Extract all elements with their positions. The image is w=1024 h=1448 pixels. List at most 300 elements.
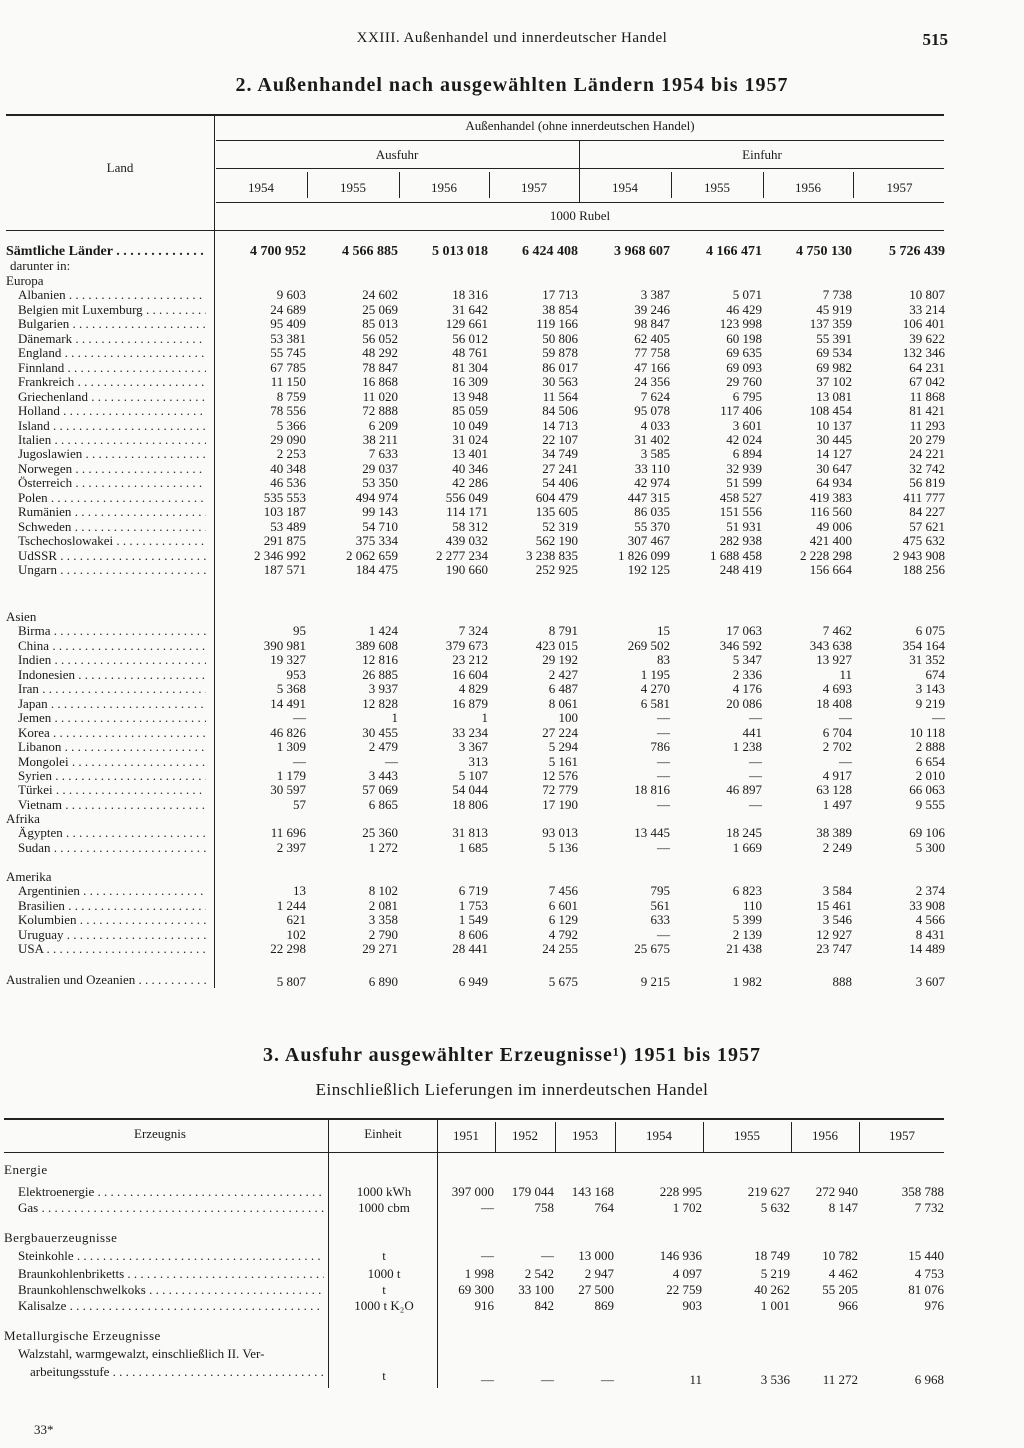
table3-cell: 81 076 bbox=[908, 1282, 944, 1297]
table3-unit-cell: 1000 t K₂O bbox=[354, 1298, 414, 1313]
table2-cell: 3 937 bbox=[368, 681, 398, 696]
table3-cell: 15 440 bbox=[908, 1248, 944, 1263]
table3-cell: 1 998 bbox=[464, 1266, 494, 1281]
table2-year-divider bbox=[763, 172, 764, 198]
table3-cell: 5 219 bbox=[760, 1266, 790, 1281]
table2-cell: 33 234 bbox=[452, 725, 488, 740]
table3-year-header: 1956 bbox=[812, 1128, 838, 1143]
table3-row-label: Kalisalze . . . bbox=[18, 1298, 324, 1314]
table2-cell: 2 249 bbox=[822, 840, 852, 855]
table2-cell: 21 438 bbox=[726, 941, 762, 956]
table3-cell: 55 205 bbox=[822, 1282, 858, 1297]
table2-cell: 78 556 bbox=[270, 403, 306, 418]
table2-cell: 6 075 bbox=[915, 623, 945, 638]
running-title: XXIII. Außenhandel und innerdeutscher Handel bbox=[356, 30, 668, 46]
table2-year-header: 1955 bbox=[704, 180, 730, 195]
table2-row-label: Syrien . . . bbox=[18, 768, 206, 784]
table2-cell: 7 633 bbox=[368, 446, 398, 461]
table2-cell: 18 408 bbox=[816, 696, 852, 711]
table2-cell: 494 974 bbox=[355, 490, 398, 505]
table2-cell: 16 309 bbox=[452, 374, 488, 389]
table2-cell: 29 090 bbox=[270, 432, 306, 447]
table2-cell: 93 013 bbox=[542, 825, 578, 840]
table2-cell: 17 063 bbox=[726, 623, 762, 638]
table3-subtitle: Einschließlich Lieferungen im innerdeutschen Handel bbox=[315, 1080, 709, 1099]
table2-cell: 6 581 bbox=[640, 696, 670, 711]
table3-col-unit: Einheit bbox=[364, 1126, 402, 1141]
table2-row-label: Italien . . . bbox=[18, 432, 206, 448]
table2-cell: 633 bbox=[650, 912, 670, 927]
table3-cell: 758 bbox=[534, 1200, 554, 1215]
table2-cell: 3 443 bbox=[368, 768, 398, 783]
table3-year-divider bbox=[495, 1122, 496, 1152]
table2-subgroup-rule bbox=[216, 168, 944, 169]
table2-row-label: Island . . . bbox=[18, 418, 206, 434]
table2-cell: 114 171 bbox=[446, 504, 488, 519]
table2-group-rule bbox=[216, 140, 944, 141]
table2-cell: 1 669 bbox=[732, 840, 762, 855]
table2-cell: 23 212 bbox=[452, 652, 488, 667]
table2-region-heading: Afrika bbox=[6, 811, 40, 826]
table2-row-label: Indien . . . bbox=[18, 652, 206, 668]
table2-cell: 116 560 bbox=[810, 504, 852, 519]
table2-cell: 69 534 bbox=[816, 345, 852, 360]
table2-row-label: Norwegen . . . bbox=[18, 461, 206, 477]
table2-row-label: Jemen . . . bbox=[18, 710, 206, 726]
table2-cell: 11 293 bbox=[909, 418, 945, 433]
table2-cell: 66 063 bbox=[909, 782, 945, 797]
table2-cell: 106 401 bbox=[902, 316, 945, 331]
table2-cell: 29 037 bbox=[362, 461, 398, 476]
table2-cell: 10 137 bbox=[816, 418, 852, 433]
table2-cell: 6 719 bbox=[458, 883, 488, 898]
table3-cell: 358 788 bbox=[901, 1184, 944, 1199]
table2-row-label: England . . . bbox=[18, 345, 206, 361]
table3-unit-cell: t bbox=[382, 1282, 386, 1297]
table2-cell: 24 221 bbox=[909, 446, 945, 461]
table2-cell: 86 017 bbox=[542, 360, 578, 375]
table2-cell: 3 238 835 bbox=[526, 548, 578, 563]
table2-cell: 8 431 bbox=[915, 927, 945, 942]
table2-cell: 18 245 bbox=[726, 825, 762, 840]
table3-year-header: 1953 bbox=[572, 1128, 598, 1143]
table2-cell: 1 549 bbox=[458, 912, 488, 927]
table2-year-divider bbox=[489, 172, 490, 198]
table2-cell: 1 238 bbox=[732, 739, 762, 754]
table2-cell: 29 760 bbox=[726, 374, 762, 389]
table2-cell: 2 427 bbox=[548, 667, 578, 682]
table2-cell: 57 621 bbox=[909, 519, 945, 534]
table2-cell: 1 753 bbox=[458, 898, 488, 913]
table2-cell: 51 599 bbox=[726, 475, 762, 490]
table3-header-rule bbox=[4, 1152, 944, 1153]
table2-cell: 103 187 bbox=[263, 504, 306, 519]
table3-cell: 4 097 bbox=[672, 1266, 702, 1281]
table2-cell: 67 785 bbox=[270, 360, 306, 375]
table2-cell: 6 890 bbox=[368, 974, 398, 989]
table2-cell: 1 bbox=[481, 710, 488, 725]
table2-cell: 38 211 bbox=[362, 432, 398, 447]
table2-cell: 2 277 234 bbox=[436, 548, 488, 563]
table3-cell: 842 bbox=[534, 1298, 554, 1313]
table2-cell: 5 675 bbox=[548, 974, 578, 989]
table2-cell: 102 bbox=[286, 927, 306, 942]
table3-row-label: Braunkohlenbriketts . . . bbox=[18, 1266, 324, 1282]
table2-cell: 24 356 bbox=[634, 374, 670, 389]
table2-cell: 795 bbox=[650, 883, 670, 898]
table2-cell: 26 885 bbox=[362, 667, 398, 682]
table2-cell: 18 806 bbox=[452, 797, 488, 812]
table3-cell: 11 272 bbox=[822, 1372, 858, 1387]
table2-cell: 59 878 bbox=[542, 345, 578, 360]
table2-cell: 98 847 bbox=[634, 316, 670, 331]
table2-cell: 11 696 bbox=[270, 825, 306, 840]
table2-cell: 4 033 bbox=[640, 418, 670, 433]
table2-cell: 458 527 bbox=[719, 490, 762, 505]
table2-cell: 6 129 bbox=[548, 912, 578, 927]
table2-cell: 2 397 bbox=[276, 840, 306, 855]
table2-cell: 46 536 bbox=[270, 475, 306, 490]
table2-cell: 447 315 bbox=[627, 490, 670, 505]
table2-top-rule bbox=[6, 114, 944, 116]
table2-cell: 8 061 bbox=[548, 696, 578, 711]
table2-cell: 47 166 bbox=[634, 360, 670, 375]
table2-cell: 1 688 458 bbox=[710, 548, 762, 563]
table2-cell: 2 228 298 bbox=[800, 548, 852, 563]
table2-cell: 346 592 bbox=[719, 638, 762, 653]
table3-cell: 2 947 bbox=[584, 1266, 614, 1281]
table2-cell: 7 462 bbox=[822, 623, 852, 638]
table2-row-label: Libanon . . . bbox=[18, 739, 206, 755]
table3-cell: — bbox=[481, 1248, 494, 1263]
table3-cell: — bbox=[601, 1372, 614, 1387]
table2-cell: 3 387 bbox=[640, 287, 670, 302]
table2-row-label: Uruguay . . . bbox=[18, 927, 206, 943]
table2-cell: 46 826 bbox=[270, 725, 306, 740]
table2-cell: 11 150 bbox=[270, 374, 306, 389]
table2-cell: 423 015 bbox=[535, 638, 578, 653]
table2-cell: 38 389 bbox=[816, 825, 852, 840]
table2-cell: 27 241 bbox=[542, 461, 578, 476]
table2-unit: 1000 Rubel bbox=[549, 208, 611, 223]
table2-row-label: Brasilien . . . bbox=[18, 898, 206, 914]
table3-title: 3. Ausfuhr ausgewählter Erzeugnisse¹) 1951 bis 1957 bbox=[263, 1044, 761, 1066]
table2-cell: 132 346 bbox=[902, 345, 945, 360]
page-number: 515 bbox=[922, 30, 948, 49]
table2-year-divider bbox=[307, 172, 308, 198]
table3-cell: 397 000 bbox=[451, 1184, 494, 1199]
table2-cell: 117 406 bbox=[720, 403, 762, 418]
table2-cell: 14 491 bbox=[270, 696, 306, 711]
table2-cell: 15 bbox=[657, 623, 670, 638]
table2-cell: 2 374 bbox=[915, 883, 945, 898]
table2-cell: 1 826 099 bbox=[618, 548, 670, 563]
table2-cell: 100 bbox=[558, 710, 578, 725]
table2-row-label: Türkei . . . bbox=[18, 782, 206, 798]
table3-cell: 976 bbox=[924, 1298, 944, 1313]
table2-year-header: 1956 bbox=[795, 180, 821, 195]
table2-cell: 4 750 130 bbox=[796, 244, 852, 259]
table2-cell: 11 868 bbox=[909, 389, 945, 404]
table2-cell: 419 383 bbox=[809, 490, 852, 505]
table2-cell: — bbox=[839, 710, 852, 725]
table3-cell: 219 627 bbox=[747, 1184, 790, 1199]
table2-cell: 25 069 bbox=[362, 302, 398, 317]
table2-cell: 5 294 bbox=[548, 739, 578, 754]
table2-cell: 13 948 bbox=[452, 389, 488, 404]
table2-cell: 8 791 bbox=[548, 623, 578, 638]
table2-cell: 621 bbox=[286, 912, 306, 927]
table2-year-header: 1954 bbox=[248, 180, 274, 195]
table2-cell: 64 231 bbox=[909, 360, 945, 375]
table2-cell: 78 847 bbox=[362, 360, 398, 375]
table2-cell: 5 366 bbox=[276, 418, 306, 433]
table2-cell: 6 704 bbox=[822, 725, 852, 740]
table2-cell: 13 445 bbox=[634, 825, 670, 840]
table2-cell: 33 110 bbox=[634, 461, 670, 476]
table2-cell: 4 566 885 bbox=[342, 244, 398, 259]
table2-cell: 6 487 bbox=[548, 681, 578, 696]
table2-cell: 84 506 bbox=[542, 403, 578, 418]
table2-cell: 252 925 bbox=[535, 562, 578, 577]
table2-row-label: Indonesien . . . bbox=[18, 667, 206, 683]
table2-row-label: Schweden . . . bbox=[18, 519, 206, 535]
table2-cell: 2 010 bbox=[915, 768, 945, 783]
table2-row-label: Kolumbien . . . bbox=[18, 912, 206, 928]
table3-cell: 22 759 bbox=[666, 1282, 702, 1297]
table2-cell: 129 661 bbox=[445, 316, 488, 331]
table2-cell: 5 368 bbox=[276, 681, 306, 696]
table3-year-header: 1952 bbox=[512, 1128, 538, 1143]
table2-row-label: Bulgarien . . . bbox=[18, 316, 206, 332]
table2-cell: 29 271 bbox=[362, 941, 398, 956]
table2-cell: 33 908 bbox=[909, 898, 945, 913]
table2-cell: 3 367 bbox=[458, 739, 488, 754]
table2-col-land: Land bbox=[106, 160, 134, 175]
table2-cell: 307 467 bbox=[627, 533, 670, 548]
table2-cell: 4 693 bbox=[822, 681, 852, 696]
table2-cell: 10 807 bbox=[909, 287, 945, 302]
table2-cell: 190 660 bbox=[445, 562, 488, 577]
table2-cell: 3 546 bbox=[822, 912, 852, 927]
table2-cell: 6 949 bbox=[458, 974, 488, 989]
table2-title: 2. Außenhandel nach ausgewählten Ländern 1954 bis 1957 bbox=[235, 74, 789, 96]
table2-cell: 2 888 bbox=[915, 739, 945, 754]
table2-cell: 25 360 bbox=[362, 825, 398, 840]
table2-cell: 42 286 bbox=[452, 475, 488, 490]
table2-year-header: 1956 bbox=[431, 180, 457, 195]
table2-cell: 50 806 bbox=[542, 331, 578, 346]
table2-cell: 354 164 bbox=[902, 638, 945, 653]
table2-cell: 12 828 bbox=[362, 696, 398, 711]
table2-cell: 63 128 bbox=[816, 782, 852, 797]
table2-cell: 5 807 bbox=[276, 974, 306, 989]
table2-cell: 9 603 bbox=[276, 287, 306, 302]
table2-cell: 27 224 bbox=[542, 725, 578, 740]
table2-cell: 375 334 bbox=[355, 533, 398, 548]
table3-cell: 916 bbox=[474, 1298, 494, 1313]
table2-cell: — bbox=[657, 840, 670, 855]
table2-cell: 22 107 bbox=[542, 432, 578, 447]
table2-row-label: Jugoslawien . . . bbox=[18, 446, 206, 462]
table3-year-header: 1957 bbox=[889, 1128, 915, 1143]
table2-cell: 2 790 bbox=[368, 927, 398, 942]
table2-cell: — bbox=[749, 768, 762, 783]
table2-cell: 6 601 bbox=[548, 898, 578, 913]
table2-cell: 3 143 bbox=[915, 681, 945, 696]
table2-row-label: Holland . . . bbox=[18, 403, 206, 419]
table2-cell: 64 934 bbox=[816, 475, 852, 490]
table2-cell: 1 424 bbox=[368, 623, 398, 638]
table2-cell: 2 479 bbox=[368, 739, 398, 754]
table3-cell: 5 632 bbox=[760, 1200, 790, 1215]
table2-row-label: Ägypten . . . bbox=[18, 825, 206, 841]
table2-region-heading: Europa bbox=[6, 273, 44, 288]
table2-cell: 24 602 bbox=[362, 287, 398, 302]
table2-cell: 5 161 bbox=[548, 754, 578, 769]
table2-cell: 7 738 bbox=[822, 287, 852, 302]
table2-cell: 7 624 bbox=[640, 389, 670, 404]
table3-year-divider bbox=[615, 1122, 616, 1152]
table2-cell: 5 107 bbox=[458, 768, 488, 783]
table2-cell: 3 968 607 bbox=[614, 244, 670, 259]
table2-cell: 81 304 bbox=[452, 360, 488, 375]
table2-cell: 51 931 bbox=[726, 519, 762, 534]
table2-cell: 40 348 bbox=[270, 461, 306, 476]
table3-cell: 40 262 bbox=[754, 1282, 790, 1297]
table2-cell: 119 166 bbox=[536, 316, 578, 331]
table2-cell: 4 566 bbox=[915, 912, 945, 927]
table3-year-header: 1954 bbox=[646, 1128, 672, 1143]
table2-cell: 10 118 bbox=[909, 725, 945, 740]
table2-cell: 441 bbox=[742, 725, 762, 740]
table2-cell: 69 106 bbox=[909, 825, 945, 840]
table2-year-divider bbox=[853, 172, 854, 198]
table2-cell: 4 176 bbox=[732, 681, 762, 696]
table2-cell: 379 673 bbox=[445, 638, 488, 653]
table2-cell: 13 927 bbox=[816, 652, 852, 667]
table2-row-label: Japan . . . bbox=[18, 696, 206, 712]
table2-cell: 54 406 bbox=[542, 475, 578, 490]
table2-cell: 85 013 bbox=[362, 316, 398, 331]
table2-cell: 9 219 bbox=[915, 696, 945, 711]
table2-cell: 3 585 bbox=[640, 446, 670, 461]
table3-cell: 143 168 bbox=[571, 1184, 614, 1199]
table2-cell: 2 139 bbox=[732, 927, 762, 942]
table2-cell: 29 192 bbox=[542, 652, 578, 667]
table2-cell: 5 013 018 bbox=[432, 244, 488, 259]
table2-cell: 888 bbox=[832, 974, 852, 989]
table2-cell: 3 358 bbox=[368, 912, 398, 927]
table2-cell: 11 564 bbox=[542, 389, 578, 404]
table2-cell: 4 270 bbox=[640, 681, 670, 696]
table2-cell: 30 647 bbox=[816, 461, 852, 476]
table2-region-heading: Asien bbox=[6, 609, 37, 624]
table2-cell: 5 136 bbox=[548, 840, 578, 855]
table2-cell: — bbox=[657, 797, 670, 812]
table2-cell: 2 702 bbox=[822, 739, 852, 754]
table2-cell: 45 919 bbox=[816, 302, 852, 317]
table3-group-heading: Energie bbox=[4, 1162, 48, 1177]
table2-cell: 604 479 bbox=[535, 490, 578, 505]
table2-cell: 72 888 bbox=[362, 403, 398, 418]
table2-cell: 282 938 bbox=[719, 533, 762, 548]
table2-row-label: Finnland . . . bbox=[18, 360, 206, 376]
table3-unit-cell: t bbox=[382, 1368, 386, 1383]
table3-year-divider bbox=[703, 1122, 704, 1152]
table3-cell: 69 300 bbox=[458, 1282, 494, 1297]
table2-cell: — bbox=[657, 768, 670, 783]
table2-cell: 24 255 bbox=[542, 941, 578, 956]
table2-row-label: Korea . . . bbox=[18, 725, 206, 741]
table2-cell: 67 042 bbox=[909, 374, 945, 389]
table2-cell: 439 032 bbox=[445, 533, 488, 548]
table2-cell: 1 309 bbox=[276, 739, 306, 754]
table2-cell: 4 792 bbox=[548, 927, 578, 942]
table2-cell: 110 bbox=[742, 898, 762, 913]
table2-cell: 1 685 bbox=[458, 840, 488, 855]
table2-cell: 7 324 bbox=[458, 623, 488, 638]
table3-group-heading: Bergbauerzeugnisse bbox=[4, 1230, 118, 1245]
table2-cell: — bbox=[293, 710, 306, 725]
table2-cell: 57 bbox=[293, 797, 306, 812]
table3-cell: 764 bbox=[594, 1200, 614, 1215]
table3-cell: 6 968 bbox=[914, 1372, 944, 1387]
table2-cell: 81 421 bbox=[909, 403, 945, 418]
table3-row-label: Walzstahl, warmgewalzt, einschließlich II. Ver- bbox=[18, 1346, 265, 1361]
table2-cell: 15 461 bbox=[816, 898, 852, 913]
table3-cell: 27 500 bbox=[578, 1282, 614, 1297]
table2-cell: 55 370 bbox=[634, 519, 670, 534]
table2-cell: 4 700 952 bbox=[250, 244, 306, 259]
table2-cell: 1 497 bbox=[822, 797, 852, 812]
table2-cell: 32 742 bbox=[909, 461, 945, 476]
table2-cell: 12 816 bbox=[362, 652, 398, 667]
table2-cell: 8 759 bbox=[276, 389, 306, 404]
table2-unit-rule bbox=[6, 230, 944, 231]
table2-cell: 4 166 471 bbox=[706, 244, 762, 259]
table2-cell: 95 078 bbox=[634, 403, 670, 418]
table2-row-label: Birma . . . bbox=[18, 623, 206, 639]
table2-row-label: Albanien . . . bbox=[18, 287, 206, 303]
table2-cell: 2 346 992 bbox=[254, 548, 306, 563]
table2-cell: 69 982 bbox=[816, 360, 852, 375]
table2-cell: 5 347 bbox=[732, 652, 762, 667]
table2-cell: 2 062 659 bbox=[346, 548, 398, 563]
table3-cell: 11 bbox=[689, 1372, 702, 1387]
table3-cell: 13 000 bbox=[578, 1248, 614, 1263]
table2-cell: 42 024 bbox=[726, 432, 762, 447]
table3-cell: 1 001 bbox=[760, 1298, 790, 1313]
table2-cell: 31 352 bbox=[909, 652, 945, 667]
table3-unit-cell: 1000 kWh bbox=[356, 1184, 412, 1199]
table3-row-label: Elektroenergie . . . bbox=[18, 1184, 324, 1200]
table3-cell: 146 936 bbox=[659, 1248, 702, 1263]
table3-cell: 8 147 bbox=[828, 1200, 858, 1215]
table2-cell: 31 024 bbox=[452, 432, 488, 447]
table2-cell: 77 758 bbox=[634, 345, 670, 360]
table2-cell: 30 563 bbox=[542, 374, 578, 389]
table2-cell: 83 bbox=[657, 652, 670, 667]
table2-cell: 19 327 bbox=[270, 652, 306, 667]
table2-cell: 6 865 bbox=[368, 797, 398, 812]
table2-row-label: Vietnam . . . bbox=[18, 797, 206, 813]
table3-row-label: Braunkohlenschwelkoks . . . bbox=[18, 1282, 324, 1298]
table2-cell: 12 576 bbox=[542, 768, 578, 783]
table2-cell: 12 927 bbox=[816, 927, 852, 942]
table2-cell: 5 726 439 bbox=[889, 244, 945, 259]
table2-row-label: Dänemark . . . bbox=[18, 331, 206, 347]
